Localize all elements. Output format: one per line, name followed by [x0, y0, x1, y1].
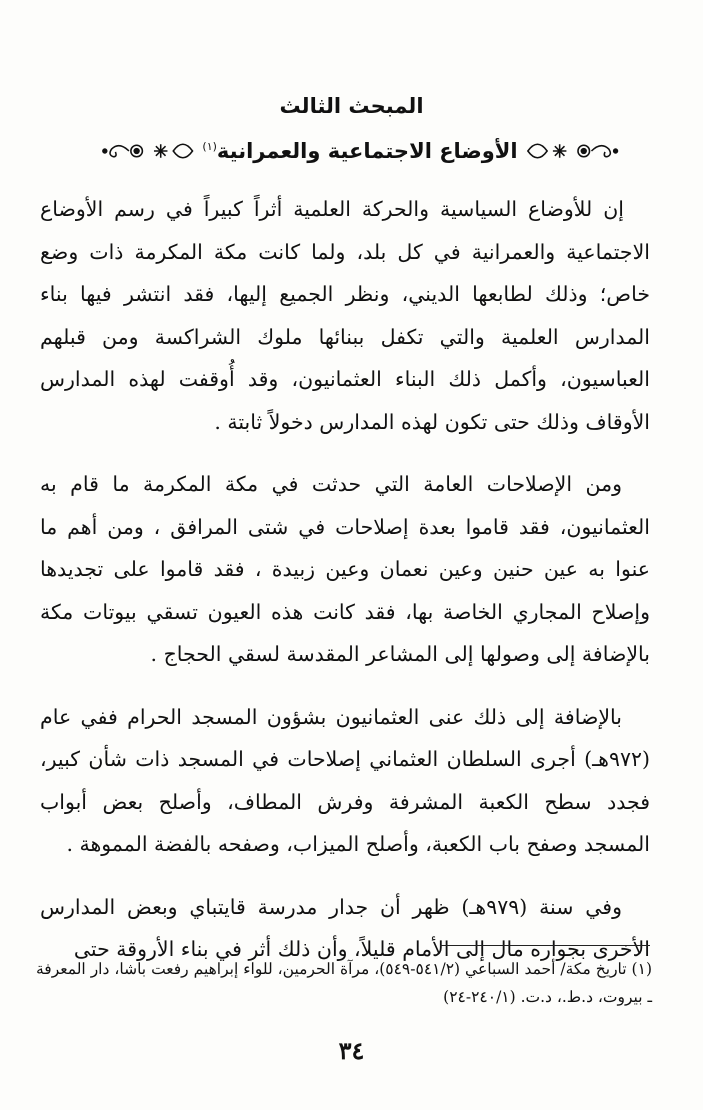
paragraph: ومن الإصلاحات العامة التي حدثت في مكة المكرمة ما قام به العثمانيون، فقد قاموا بعدة إصلاحات في شتى المرافق ، ومن أهم ما عنوا به عين حنين وعين نعمان وعين زبيدة ، فقد قاموا على تجديدها وإصلاح المجاري الخاصة بها، فقد كانت هذه العيون تسقي بيوتات مكة بالإضافة إلى وصولها إلى المشاعر المقدسة لسقي الحجاج . — [40, 472, 650, 666]
footnote-divider — [440, 945, 650, 946]
main-text — [40, 188, 650, 991]
subtitle-row — [100, 130, 620, 172]
left-ornament-icon — [100, 133, 196, 169]
subtitle-text: الأوضاع الاجتماعية والعمرانية — [216, 139, 518, 163]
subtitle-heading — [196, 139, 523, 163]
paragraph: بالإضافة إلى ذلك عنى العثمانيون بشؤون المسجد الحرام ففي عام (٩٧٢هـ) أجرى السلطان العثماني إصلاحات في المسجد ذات شأن كبير، فجدد سطح الكعبة المشرفة وفرش المطاف، وأصلح بعض أبواب المسجد وصفح باب الكعبة، وأصلح الميزاب، وصفحه بالفضة المموهة . — [40, 704, 650, 856]
paragraph: إن للأوضاع السياسية والحركة العلمية أثراً كبيراً في رسم الأوضاع الاجتماعية والعمرانية في كل بلد، ولما كانت مكة المكرمة ذات وضع خاص؛ وذلك لطابعها الديني، ونظر الجميع إليها، فقد انتشر فيها بناء المدارس العلمية والتي تكفل ببنائها ملوك الشراكسة ومن قبلهم العباسيون، وأكمل ذلك البناء العثمانيون، وقد أُوقفت لهذه المدارس الأوقاف وذلك حتى تكون لهذه المدارس دخولاً ثابتة . — [40, 197, 650, 434]
right-ornament-icon — [524, 133, 620, 169]
footnote-text: (١) تاريخ مكة/ أحمد السباعي (٥٤١/٢-٥٤٩)، مرآة الحرمين، للواء إبراهيم رفعت باشا، دار المعرفة ـ بيروت، د.ط.، د.ت. (٢٤٠/١-٢٤) — [36, 960, 652, 1006]
page-number: ٣٤ — [338, 1036, 365, 1065]
section-heading: المبحث الثالث — [279, 94, 424, 118]
footnote — [36, 955, 652, 1011]
footnote-marker: (١) — [202, 140, 217, 153]
paragraph: وفي سنة (٩٧٩هـ) ظهر أن جدار مدرسة قايتباي وبعض المدارس الأخرى بجواره مال إلى الأمام قليلاً، وأن ذلك أثر في بناء الأروقة حتى — [40, 894, 650, 961]
